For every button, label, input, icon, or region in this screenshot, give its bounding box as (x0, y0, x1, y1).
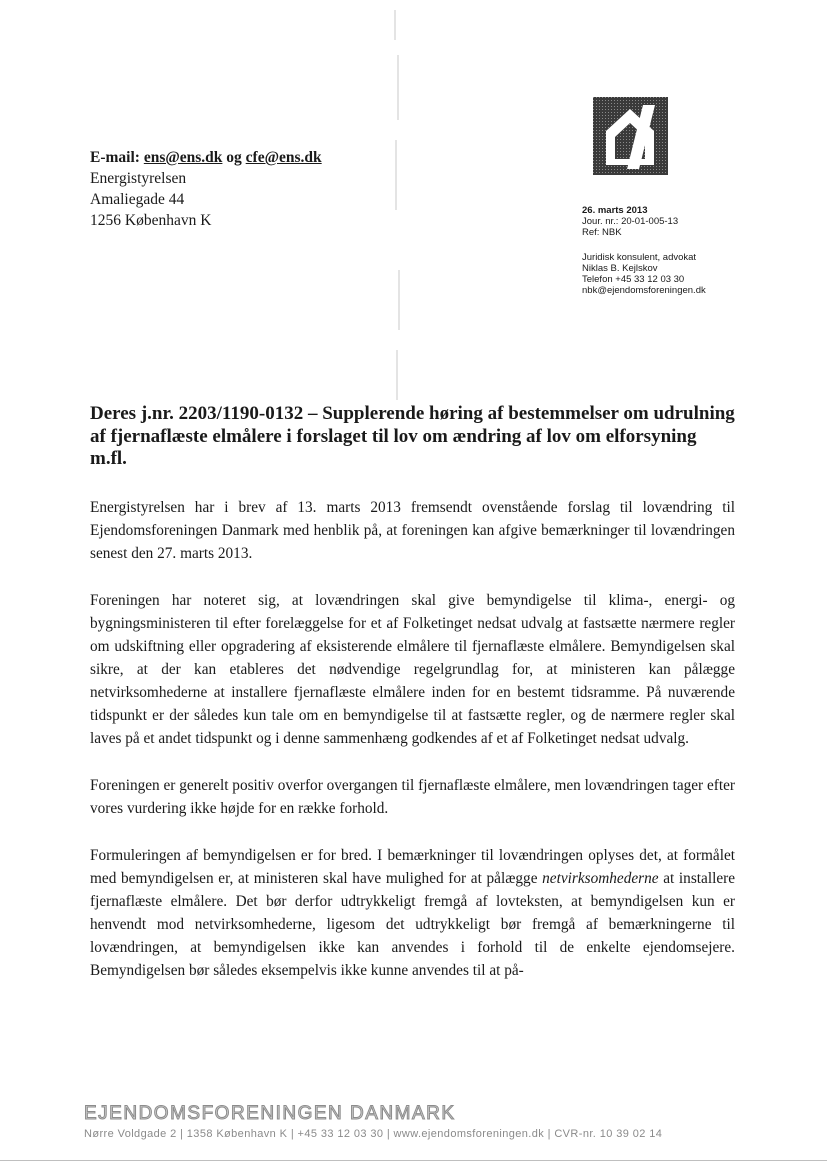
recipient-name: Energistyrelsen (90, 170, 187, 187)
house-logo-icon (593, 97, 668, 175)
paragraph-1: Energistyrelsen har i brev af 13. marts 2013 fremsendt ovenstående forslag til lovændring til Ejendomsforeningen Danmark med henblik på, at foreningen kan afgive bemærkninger til lovændringen senest den 27. marts 2013. (90, 499, 735, 562)
contact-email: nbk@ejendomsforeningen.dk (582, 285, 706, 296)
letter-body (90, 496, 735, 1006)
letter-meta (582, 205, 706, 296)
recipient-email-line (90, 147, 322, 168)
paragraph-2: Foreningen har noteret sig, at lovændringen skal give bemyndigelse til klima-, energi- og bygningsministeren til efter forelæggelse for et af Folketinget nedsat udvalg at fastsætte nærmere regler om udskiftning eller opgradering af eksisterende elmålere til fjernaflæste elmålere. Bemyndigelsen skal sikre, at der kan etableres det nødvendige regelgrundlag for, at ministeren kan pålægge netvirksomhederne at installere fjernaflæste elmålere inden for en bestemt tidsramme. På nuværende tidspunkt er der således kun tale om en bemyndigelse til at fastsætte regler, og de nærmere regler skal laves på et andet tidspunkt og i denne sammenhæng godkendes af et af Folketinget nedsat udvalg. (90, 592, 735, 747)
emphasis-netvirksomhederne: netvirksomhederne (542, 870, 659, 887)
reference: Ref: NBK (582, 227, 622, 238)
paragraph-4: Formuleringen af bemyndigelsen er for bred. I bemærkninger til lovændringen oplyses det, at formålet med bemyndigelsen er, at ministeren skal have mulighed for at pålægge netvirksomhederne at installere fjernaflæste elmålere. Det bør derfor udtrykkeligt fremgå af lovteksten, at bemyndigelsen kun er henvendt mod netvirksomhederne, ligesom det udtrykkeligt bør fremgå af bemærkningerne til lovændringen, at bemyndigelsen ikke kan anvendes i forhold til de enkelte ejendomsejere. Bemyndigelsen bør således eksempelvis ikke kunne anvendes til at på- (90, 847, 735, 979)
contact-phone: Telefon +45 33 12 03 30 (582, 274, 685, 285)
contact-title: Juridisk konsulent, advokat (582, 252, 697, 263)
paragraph-3: Foreningen er generelt positiv overfor overgangen til fjernaflæste elmålere, men lovændringen tager efter vores vurdering ikke højde for en række forhold. (90, 777, 735, 817)
scan-edge-line (0, 1160, 827, 1161)
email-link-cfe[interactable]: cfe@ens.dk (245, 149, 322, 166)
journal-number: Jour. nr.: 20-01-005-13 (582, 216, 679, 227)
email-label: E-mail: (90, 149, 140, 166)
email-link-ens[interactable]: ens@ens.dk (143, 149, 223, 166)
scan-fold-marks (388, 10, 408, 400)
footer-address: Nørre Voldgade 2 | 1358 København K | +45 33 12 03 30 | www.ejendomsforeningen.dk | CVR-nr. 10 39 02 14 (84, 1128, 663, 1140)
footer-brand: EJENDOMSFORENINGEN DANMARK (84, 1103, 456, 1124)
letter-date: 26. marts 2013 (582, 205, 648, 216)
email-joiner: og (226, 149, 242, 166)
recipient-address (90, 147, 322, 231)
recipient-street: Amaliegade 44 (90, 191, 185, 208)
recipient-city: 1256 København K (90, 212, 212, 229)
contact-name: Niklas B. Kejlskov (582, 263, 658, 274)
letter-subject: Deres j.nr. 2203/1190-0132 – Supplerende høring af bestemmelser om udrulning af fjernaflæste elmålere i forslaget til lov om ændring af lov om elforsyning m.fl. (90, 403, 735, 469)
